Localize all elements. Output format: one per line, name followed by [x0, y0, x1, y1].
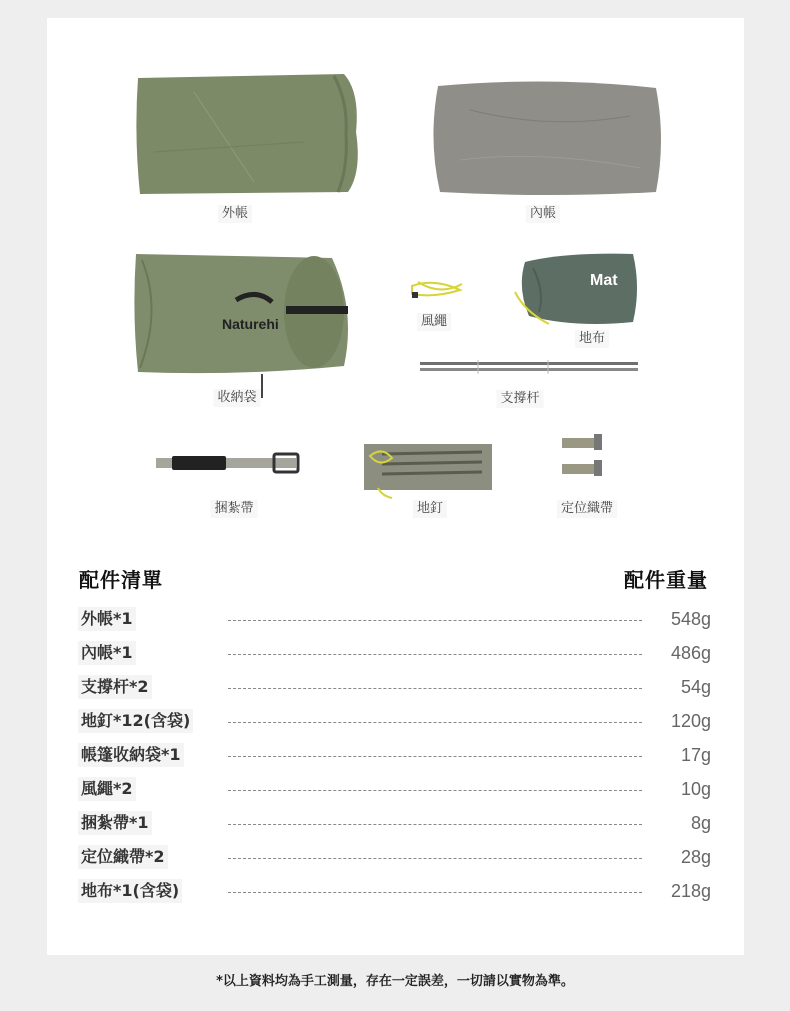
pole-label: 支撐杆 — [496, 390, 543, 408]
list-item-name: 支撐杆*2 — [78, 675, 152, 699]
inner-tent-photo — [430, 80, 666, 198]
storage-bag-label: 收納袋 — [213, 389, 260, 407]
guy-line-photo — [404, 276, 468, 306]
disclaimer-footnote: *以上資料均為手工測量，存在一定誤差，一切請以實物為準。 — [216, 974, 574, 989]
leader-line — [228, 722, 642, 723]
list-item-name: 內帳*1 — [78, 641, 136, 665]
leader-line — [228, 858, 642, 859]
list-item-weight: 17g — [680, 745, 711, 765]
list-item-name: 地布*1(含袋) — [78, 879, 182, 903]
stake-photo — [362, 442, 494, 500]
ground-sheet-photo — [505, 252, 641, 328]
stake-label: 地釘 — [413, 500, 447, 518]
list-item-weight: 120g — [670, 711, 711, 731]
leader-line — [228, 654, 642, 655]
webbing-label: 定位織帶 — [557, 500, 617, 518]
outer-fly-label: 外帳 — [218, 205, 252, 223]
leader-line — [228, 892, 642, 893]
pole-photo — [418, 360, 640, 374]
guy-line-label: 風繩 — [417, 313, 451, 331]
list-item-weight: 548g — [670, 609, 711, 629]
webbing-photo — [560, 432, 608, 482]
accessory-weight-heading: 配件重量 — [624, 568, 708, 592]
binding-strap-photo — [156, 452, 302, 474]
list-item-weight: 10g — [680, 779, 711, 799]
list-item-weight: 8g — [690, 813, 711, 833]
inner-tent-label: 內帳 — [526, 205, 560, 223]
leader-line — [228, 824, 642, 825]
bag-brand-text: Naturehi — [222, 316, 279, 332]
list-item-weight: 54g — [680, 677, 711, 697]
outer-fly-photo — [134, 72, 364, 198]
list-item-name: 定位織帶*2 — [78, 845, 168, 869]
list-item-name: 捆紮帶*1 — [78, 811, 152, 835]
list-item-weight: 218g — [670, 881, 711, 901]
leader-line — [228, 790, 642, 791]
list-item-name: 外帳*1 — [78, 607, 136, 631]
leader-line — [228, 688, 642, 689]
list-item-weight: 28g — [680, 847, 711, 867]
list-item-name: 帳篷收納袋*1 — [78, 743, 184, 767]
accessory-list-heading: 配件清單 — [79, 568, 163, 592]
mat-bag-text: Mat — [590, 272, 618, 289]
list-item-weight: 486g — [670, 643, 711, 663]
ground-sheet-label: 地布 — [575, 330, 609, 348]
binding-strap-label: 捆紮帶 — [210, 500, 257, 518]
list-item-name: 地釘*12(含袋) — [78, 709, 193, 733]
leader-line — [228, 756, 642, 757]
list-item-name: 風繩*2 — [78, 777, 136, 801]
leader-line — [228, 620, 642, 621]
